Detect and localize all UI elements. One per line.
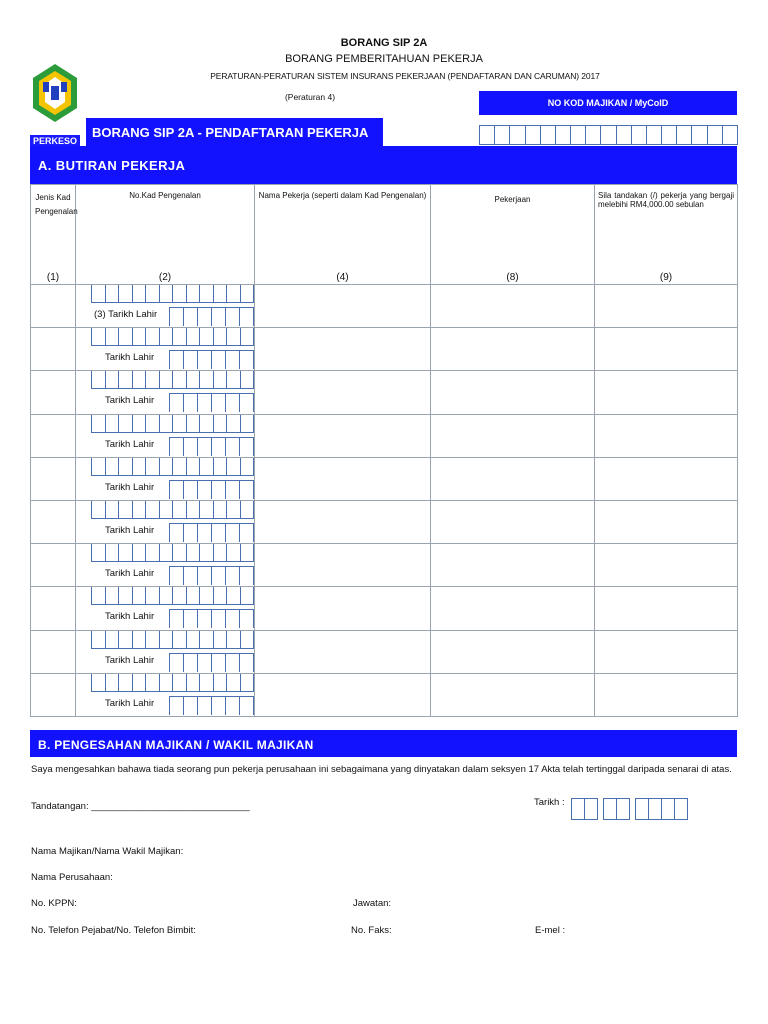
dob-input[interactable] — [169, 393, 254, 412]
cell-ic-number — [76, 328, 255, 371]
employee-table — [30, 184, 738, 717]
cell-id-type[interactable] — [31, 500, 76, 543]
date-input[interactable] — [571, 798, 687, 820]
cell-employee-name[interactable] — [255, 457, 431, 500]
cell-occupation[interactable] — [431, 371, 595, 414]
cell-id-type[interactable] — [31, 414, 76, 457]
table-row — [31, 414, 738, 457]
table-row — [31, 630, 738, 673]
perkeso-logo-icon — [30, 62, 80, 147]
date-month[interactable] — [603, 798, 629, 820]
company-name-label: Nama Perusahaan: — [31, 872, 113, 883]
cell-employee-name[interactable] — [255, 285, 431, 328]
section-b-title: B. PENGESAHAN MAJIKAN / WAKIL MAJIKAN — [30, 730, 737, 757]
table-row — [31, 457, 738, 500]
employer-name-label: Nama Majikan/Nama Wakil Majikan: — [31, 846, 184, 857]
ic-number-input[interactable] — [91, 631, 254, 649]
cell-ic-number — [76, 371, 255, 414]
cell-occupation[interactable] — [431, 630, 595, 673]
col-ic-number-label: No.Kad Pengenalan — [129, 191, 201, 200]
cell-employee-name[interactable] — [255, 371, 431, 414]
col-id-type — [31, 185, 76, 285]
ic-number-input[interactable] — [91, 674, 254, 692]
col-ic-number — [76, 185, 255, 285]
dob-input[interactable] — [169, 566, 254, 585]
signature-field[interactable]: Tandatangan: ______________________________ — [31, 801, 250, 812]
col-salary-check-num: (9) — [659, 272, 673, 283]
form-code: BORANG SIP 2A — [340, 37, 428, 49]
table-row — [31, 328, 738, 371]
cell-salary-check[interactable] — [595, 673, 738, 716]
cell-salary-check[interactable] — [595, 544, 738, 587]
employer-code-label: NO KOD MAJIKAN / MyCoID — [479, 91, 737, 115]
position-label: Jawatan: — [353, 898, 392, 909]
cell-ic-number — [76, 544, 255, 587]
table-header-row — [31, 185, 738, 285]
cell-salary-check[interactable] — [595, 328, 738, 371]
employer-code-input[interactable] — [479, 125, 737, 145]
cell-occupation[interactable] — [431, 500, 595, 543]
cell-id-type[interactable] — [31, 630, 76, 673]
cell-employee-name[interactable] — [255, 544, 431, 587]
dob-input[interactable] — [169, 480, 254, 499]
email-label: E-mel : — [535, 925, 566, 936]
col-employee-name-label: Nama Pekerja (seperti dalam Kad Pengenalan) — [258, 191, 427, 200]
col-occupation — [431, 185, 595, 285]
cell-salary-check[interactable] — [595, 371, 738, 414]
col-employee-name — [255, 185, 431, 285]
cell-ic-number — [76, 630, 255, 673]
dob-input[interactable] — [169, 307, 254, 326]
dob-input[interactable] — [169, 609, 254, 628]
dob-label: Tarikh Lahir — [105, 611, 155, 623]
ic-number-input[interactable] — [91, 285, 254, 303]
cell-id-type[interactable] — [31, 285, 76, 328]
col-id-type-label: Jenis Kad Pengenalan — [35, 193, 78, 216]
col-salary-check-label: Sila tandakan (/) pekerja yang bergaji melebihi RM4,000.00 sebulan — [598, 191, 734, 209]
cell-employee-name[interactable] — [255, 587, 431, 630]
cell-occupation[interactable] — [431, 285, 595, 328]
table-row — [31, 371, 738, 414]
ic-number-input[interactable] — [91, 415, 254, 433]
cell-employee-name[interactable] — [255, 328, 431, 371]
ic-number-input[interactable] — [91, 501, 254, 519]
kppn-label: No. KPPN: — [31, 898, 77, 909]
cell-salary-check[interactable] — [595, 414, 738, 457]
dob-label: Tarikh Lahir — [105, 481, 155, 493]
col-employee-name-num: (4) — [336, 272, 349, 283]
table-row — [31, 673, 738, 716]
dob-label: Tarikh Lahir — [105, 697, 155, 709]
dob-label: (3) Tarikh Lahir — [94, 309, 158, 320]
dob-label: Tarikh Lahir — [105, 352, 155, 364]
logo-text: PERKESO — [30, 135, 80, 147]
section-a-title: A. BUTIRAN PEKERJA — [30, 146, 737, 184]
cell-salary-check[interactable] — [595, 500, 738, 543]
cell-ic-number — [76, 457, 255, 500]
dob-label: Tarikh Lahir — [105, 438, 155, 450]
cell-occupation[interactable] — [431, 587, 595, 630]
date-year[interactable] — [635, 798, 687, 820]
cell-occupation[interactable] — [431, 544, 595, 587]
cell-occupation[interactable] — [431, 414, 595, 457]
ic-number-input[interactable] — [91, 544, 254, 562]
cell-ic-number — [76, 587, 255, 630]
cell-ic-number — [76, 500, 255, 543]
dob-input[interactable] — [169, 696, 254, 715]
cell-employee-name[interactable] — [255, 673, 431, 716]
cell-ic-number — [76, 673, 255, 716]
col-ic-number-num: (2) — [158, 272, 172, 283]
regulation-ref: (Peraturan 4) — [284, 92, 336, 102]
dob-label: Tarikh Lahir — [105, 654, 155, 666]
table-row — [31, 500, 738, 543]
ic-number-input[interactable] — [91, 371, 254, 389]
cell-id-type[interactable] — [31, 587, 76, 630]
table-row — [31, 285, 738, 328]
page-title: BORANG SIP 2A - PENDAFTARAN PEKERJA — [86, 118, 383, 146]
dob-input[interactable] — [169, 653, 254, 672]
col-salary-check — [595, 185, 738, 285]
cell-employee-name[interactable] — [255, 414, 431, 457]
cell-id-type[interactable] — [31, 673, 76, 716]
ic-number-input[interactable] — [91, 587, 254, 605]
cell-salary-check[interactable] — [595, 285, 738, 328]
dob-label: Tarikh Lahir — [105, 568, 155, 580]
regulation-title: PERATURAN-PERATURAN SISTEM INSURANS PEKERJAAN (PENDAFTARAN DAN CARUMAN) 2017 — [210, 71, 600, 81]
cell-id-type[interactable] — [31, 328, 76, 371]
col-id-type-num: (1) — [46, 272, 60, 283]
phone-label: No. Telefon Pejabat/No. Telefon Bimbit: — [31, 925, 196, 936]
dob-label: Tarikh Lahir — [105, 524, 155, 536]
ic-number-input[interactable] — [91, 458, 254, 476]
col-occupation-label: Pekerjaan — [494, 195, 531, 204]
dob-input[interactable] — [169, 350, 254, 369]
fax-label: No. Faks: — [351, 925, 392, 936]
cell-employee-name[interactable] — [255, 630, 431, 673]
col-occupation-num: (8) — [506, 272, 519, 283]
cell-occupation[interactable] — [431, 328, 595, 371]
cell-salary-check[interactable] — [595, 457, 738, 500]
date-day[interactable] — [571, 798, 597, 820]
cell-id-type[interactable] — [31, 544, 76, 587]
cell-salary-check[interactable] — [595, 630, 738, 673]
table-row — [31, 544, 738, 587]
date-label: Tarikh : — [534, 797, 565, 808]
declaration-text: Saya mengesahkan bahawa tiada seorang pun pekerja perusahaan ini sebagaimana yang dinyatakan dalam seksyen 17 Akta telah tertinggal daripada senarai di atas. — [31, 764, 732, 775]
dob-input[interactable] — [169, 437, 254, 456]
form-name: BORANG PEMBERITAHUAN PEKERJA — [285, 53, 483, 65]
cell-ic-number — [76, 285, 255, 328]
cell-ic-number — [76, 414, 255, 457]
ic-number-input[interactable] — [91, 328, 254, 346]
cell-id-type[interactable] — [31, 371, 76, 414]
dob-input[interactable] — [169, 523, 254, 542]
cell-occupation[interactable] — [431, 673, 595, 716]
cell-id-type[interactable] — [31, 457, 76, 500]
table-row — [31, 587, 738, 630]
cell-occupation[interactable] — [431, 457, 595, 500]
cell-employee-name[interactable] — [255, 500, 431, 543]
cell-salary-check[interactable] — [595, 587, 738, 630]
dob-label: Tarikh Lahir — [105, 395, 155, 407]
